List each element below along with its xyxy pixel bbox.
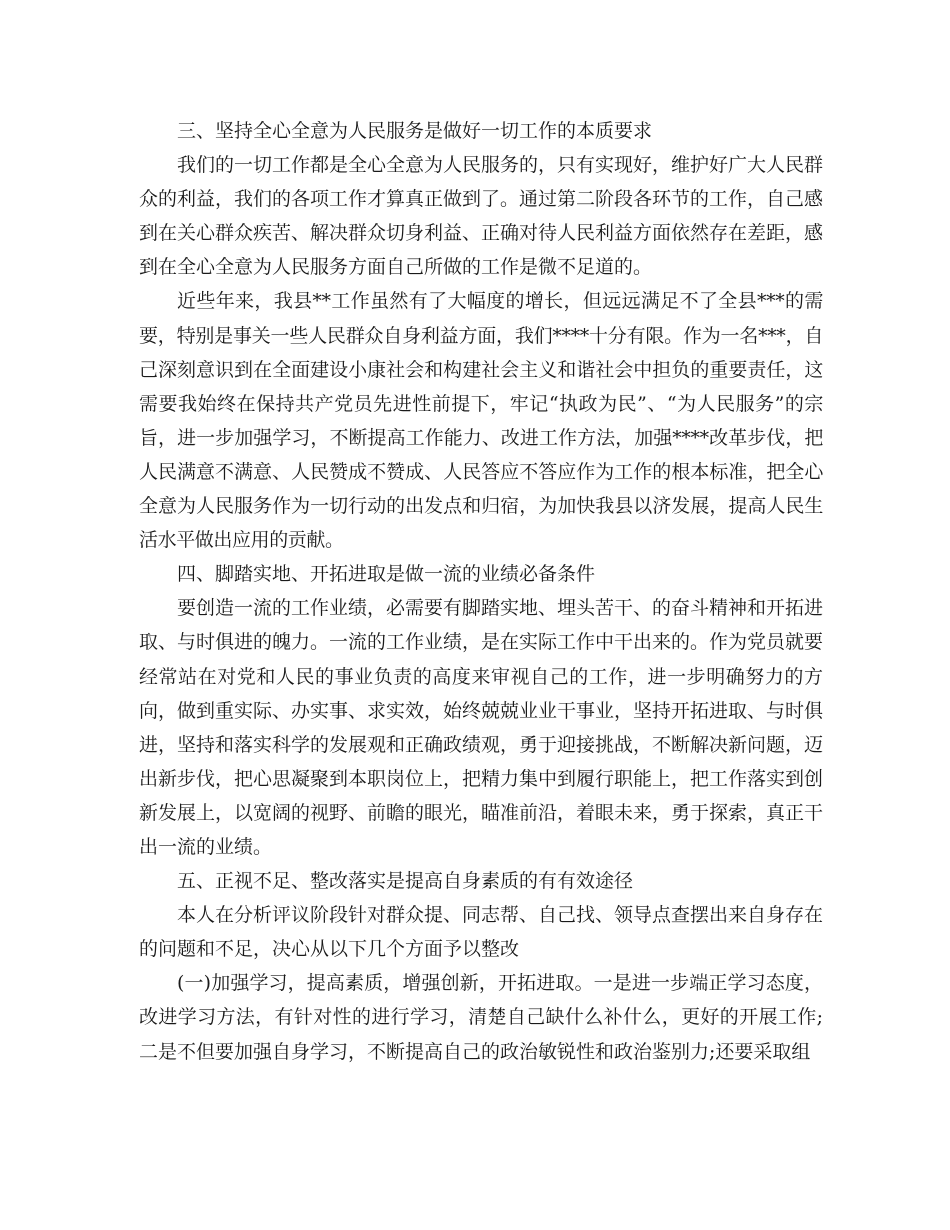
section-heading-5: 五、正视不足、整改落实是提高自身素质的有有效途径 — [177, 870, 634, 893]
paragraph: 本人在分析评议阶段针对群众提、同志帮、自己找、领导点查摆出来自身存在的问题和不足，决心从以下几个方面予以整改 — [139, 904, 824, 961]
paragraph: 近些年来，我县**工作虽然有了大幅度的增长，但远远满足不了全县***的需要，特别是事关一些人民群众自身利益方面，我们****十分有限。作为一名***，自己深刻意识到在全面建设小康社会和构建社会主义和谐社会中担负的重要责任，这需要我始终在保持共产党员先进性前提下，牢记“执政为民”、“为人民服务”的宗旨，进一步加强学习，不断提高工作能力、改进工作方法，加强****改革步伐，把人民满意不满意、人民赞成不赞成、人民答应不答应作为工作的根本标准，把全心全意为人民服务作为一切行动的出发点和归宿，为加快我县以济发展，提高人民生活水平做出应用的贡献。 — [139, 290, 823, 552]
section-heading-4: 四、脚踏实地、开拓进取是做一流的业绩必备条件 — [177, 563, 596, 586]
paragraph: 我们的一切工作都是全心全意为人民服务的，只有实现好，维护好广大人民群众的利益，我们的各项工作才算真正做到了。通过第二阶段各环节的工作，自己感到在关心群众疾苦、解决群众切身利益、正确对待人民利益方面依然存在差距，感到在全心全意为人民服务方面自己所做的工作是微不足道的。 — [139, 154, 824, 279]
paragraph: 要创造一流的工作业绩，必需要有脚踏实地、埋头苦干、的奋斗精神和开拓进取、与时俱进的魄力。一流的工作业绩，是在实际工作中干出来的。作为党员就要经常站在对党和人民的事业负责的高度来审视自己的工作，进一步明确努力的方向，做到重实际、办实事、求实效，始终兢兢业业干事业，坚持开拓进取、与时俱进，坚持和落实科学的发展观和正确政绩观，勇于迎接挑战，不断解决新问题，迈出新步伐，把心思凝聚到本职岗位上，把精力集中到履行职能上，把工作落实到创新发展上，以宽阔的视野、前瞻的眼光，瞄准前沿，着眼未来，勇于探索，真正干出一流的业绩。 — [139, 597, 824, 858]
document-body — [139, 114, 823, 1069]
paragraph: (一)加强学习，提高素质，增强创新，开拓进取。一是进一步端正学习态度，改进学习方法，有针对性的进行学习，清楚自己缺什么补什么，更好的开展工作;二是不但要加强自身学习，不断提高自己的政治敏锐性和政治鉴别力;还要采取组 — [139, 972, 823, 1063]
section-heading-3: 三、坚持全心全意为人民服务是做好一切工作的本质要求 — [177, 120, 653, 142]
